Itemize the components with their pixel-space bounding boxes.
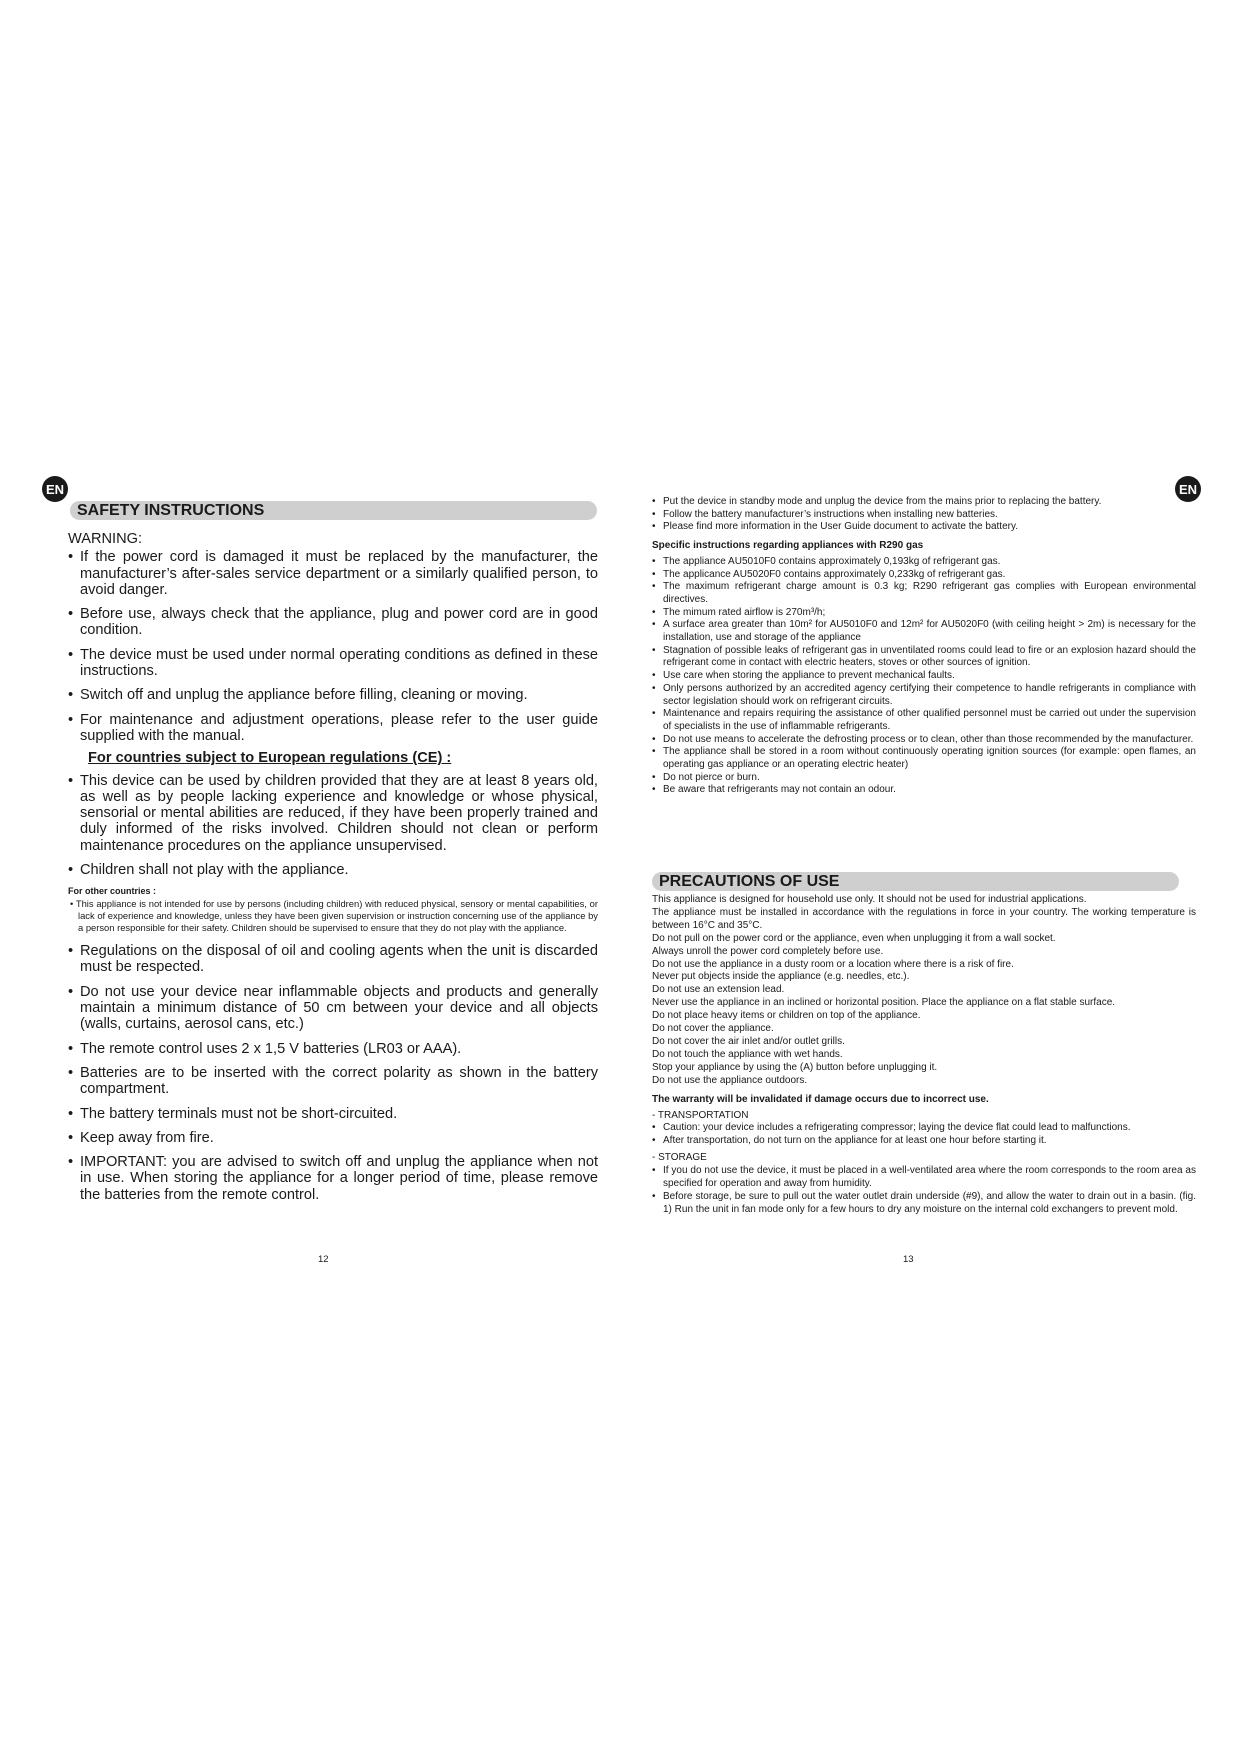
r290-heading: Specific instructions regarding appliances with R290 gas xyxy=(652,540,924,552)
precaution-line: Never put objects inside the appliance (e.g. needles, etc.). xyxy=(652,971,910,983)
list-item: • Follow the battery manufacturer’s instructions when installing new batteries. xyxy=(652,509,1196,522)
precaution-line: Do not use an extension lead. xyxy=(652,984,785,996)
warning-list xyxy=(68,549,598,744)
battery-list xyxy=(652,496,1196,534)
list-item: • Switch off and unplug the appliance before filling, cleaning or moving. xyxy=(68,687,598,703)
precautions-content xyxy=(652,894,1196,1217)
language-badge-left: EN xyxy=(42,476,68,502)
list-item: • The battery terminals must not be short-circuited. xyxy=(68,1106,598,1122)
r290-list xyxy=(652,556,1196,797)
list-item: • After transportation, do not turn on the appliance for at least one hour before starting it. xyxy=(652,1135,1196,1148)
transportation-heading: - TRANSPORTATION xyxy=(652,1109,749,1121)
list-item: • Keep away from fire. xyxy=(68,1130,598,1146)
storage-heading: - STORAGE xyxy=(652,1152,707,1164)
list-item: • Only persons authorized by an accredited agency certifying their competence to handle refrigerants in compliance with sector legislation should work on refrigerant circuits. xyxy=(652,683,1196,708)
precaution-line: Do not pull on the power cord or the appliance, even when unplugging it from a wall socket. xyxy=(652,932,1056,944)
list-item: • Do not use your device near inflammable objects and products and generally maintain a minimum distance of 50 cm between your device and all objects (walls, curtains, aerosol cans, etc.) xyxy=(68,984,598,1033)
list-item: • A surface area greater than 10m² for AU5010F0 and 12m² for AU5020F0 (with ceiling height > 2m) is necessary for the installation, use and storage of the appliance xyxy=(652,619,1196,644)
precaution-line: Do not use the appliance in a dusty room or a location where there is a risk of fire. xyxy=(652,958,1014,970)
ce-regulations-heading: For countries subject to European regulations (CE) : xyxy=(88,750,452,767)
list-item: • The maximum refrigerant charge amount is 0.3 kg; R290 refrigerant gas complies with European environmental directives. xyxy=(652,581,1196,606)
list-item: • The applicance AU5020F0 contains approximately 0,233kg of refrigerant gas. xyxy=(652,569,1196,582)
left-page xyxy=(0,0,620,1754)
page-number-right: 13 xyxy=(903,1254,914,1265)
list-item: • Do not pierce or burn. xyxy=(652,772,1196,785)
list-item: • IMPORTANT: you are advised to switch off and unplug the appliance when not in use. When storing the appliance for a longer period of time, please remove the batteries from the remote control. xyxy=(68,1154,598,1203)
list-item: • The device must be used under normal operating conditions as defined in these instructions. xyxy=(68,647,598,680)
transportation-list xyxy=(652,1122,1196,1148)
precaution-line: The appliance must be installed in accordance with the regulations in force in your country. The working temperature is between 16°C and 35°C. xyxy=(652,906,1196,931)
list-item: • The mimum rated airflow is 270m³/h; xyxy=(652,607,1196,620)
storage-list xyxy=(652,1165,1196,1217)
precaution-line: This appliance is designed for household use only. It should not be used for industrial applications. xyxy=(652,894,1087,905)
list-item: • Before use, always check that the appliance, plug and power cord are in good condition. xyxy=(68,606,598,639)
safety-instructions-title: SAFETY INSTRUCTIONS xyxy=(70,501,597,520)
list-item: • If the power cord is damaged it must be replaced by the manufacturer, the manufacturer’s after-sales service department or a similarly qualified person, to avoid danger. xyxy=(68,549,598,598)
ce-list xyxy=(68,773,598,879)
list-item: • The appliance shall be stored in a room without continuously operating ignition sources (for example: open flames, an operating gas appliance or an operating electric heater) xyxy=(652,746,1196,771)
language-badge-right: EN xyxy=(1175,476,1201,502)
precautions-of-use-title: PRECAUTIONS OF USE xyxy=(652,872,1179,891)
list-item: • Put the device in standby mode and unplug the device from the mains prior to replacing the battery. xyxy=(652,496,1196,509)
list-item: • Before storage, be sure to pull out the water outlet drain underside (#9), and allow the water to drain out in a basin. (fig. 1) Run the unit in fan mode only for a few hours to dry any moisture on the internal cold exchangers to prevent mold. xyxy=(652,1191,1196,1217)
list-item: • Use care when storing the appliance to prevent mechanical faults. xyxy=(652,670,1196,683)
precaution-line: Do not cover the appliance. xyxy=(652,1023,774,1035)
precaution-line: Do not place heavy items or children on top of the appliance. xyxy=(652,1010,921,1022)
list-item: • If you do not use the device, it must be placed in a well-ventilated area where the room corresponds to the room area as specified for operation and away from humidity. xyxy=(652,1165,1196,1191)
precaution-line: Do not cover the air inlet and/or outlet grills. xyxy=(652,1035,845,1047)
other-countries-text: • This appliance is not intended for use by persons (including children) with reduced physical, sensory or mental capabilities, or lack of experience and knowledge, unless they have been given supervision or instruction concerning use of the appliance by a person responsible for their safety. Children should be supervised to ensure that they do not play with the appliance. xyxy=(70,898,598,933)
list-item: • Batteries are to be inserted with the correct polarity as shown in the battery compartment. xyxy=(68,1065,598,1098)
precaution-line: Do not use the appliance outdoors. xyxy=(652,1074,808,1086)
battery-and-r290-content xyxy=(652,496,1196,797)
list-item: • The appliance AU5010F0 contains approximately 0,193kg of refrigerant gas. xyxy=(652,556,1196,569)
list-item: • Maintenance and repairs requiring the assistance of other qualified personnel must be carried out under the supervision of specialists in the use of inflammable refrigerants. xyxy=(652,708,1196,733)
precaution-line: Do not touch the appliance with wet hands. xyxy=(652,1048,843,1060)
precaution-line: Always unroll the power cord completely before use. xyxy=(652,945,884,957)
warning-heading: WARNING: xyxy=(68,531,143,547)
list-item: • For maintenance and adjustment operations, please refer to the user guide supplied with the manual. xyxy=(68,712,598,745)
list-item: • This device can be used by children provided that they are at least 8 years old, as well as by people lacking experience and knowledge or whose physical, sensorial or mental abilities are reduced, if they have been properly trained and duly informed of the risks involved. Children should not clean or perform maintenance procedures on the appliance unsupervised. xyxy=(68,773,598,854)
list-item: • Caution: your device includes a refrigerating compressor; laying the device flat could lead to malfunctions. xyxy=(652,1122,1196,1135)
list-item: • Please find more information in the User Guide document to activate the battery. xyxy=(652,521,1196,534)
general-safety-list xyxy=(68,943,598,1203)
right-page xyxy=(620,0,1241,1754)
list-item: • Be aware that refrigerants may not contain an odour. xyxy=(652,784,1196,797)
list-item: • Stagnation of possible leaks of refrigerant gas in unventilated rooms could lead to fire or an explosion hazard should the refrigerant come in contact with electric heaters, stoves or other sources of ignition. xyxy=(652,645,1196,670)
precaution-line: Never use the appliance in an inclined or horizontal position. Place the appliance on a flat stable surface. xyxy=(652,997,1116,1009)
warranty-note: The warranty will be invalidated if damage occurs due to incorrect use. xyxy=(652,1093,989,1105)
page-number-left: 12 xyxy=(318,1254,329,1265)
list-item: • Regulations on the disposal of oil and cooling agents when the unit is discarded must be respected. xyxy=(68,943,598,976)
list-item: • Do not use means to accelerate the defrosting process or to clean, other than those recommended by the manufacturer. xyxy=(652,734,1196,747)
precaution-line: Stop your appliance by using the (A) button before unplugging it. xyxy=(652,1061,938,1073)
other-countries-heading: For other countries : xyxy=(68,886,157,897)
safety-instructions-content xyxy=(68,531,598,1211)
list-item: • Children shall not play with the appliance. xyxy=(68,862,598,878)
list-item: • The remote control uses 2 x 1,5 V batteries (LR03 or AAA). xyxy=(68,1041,598,1057)
